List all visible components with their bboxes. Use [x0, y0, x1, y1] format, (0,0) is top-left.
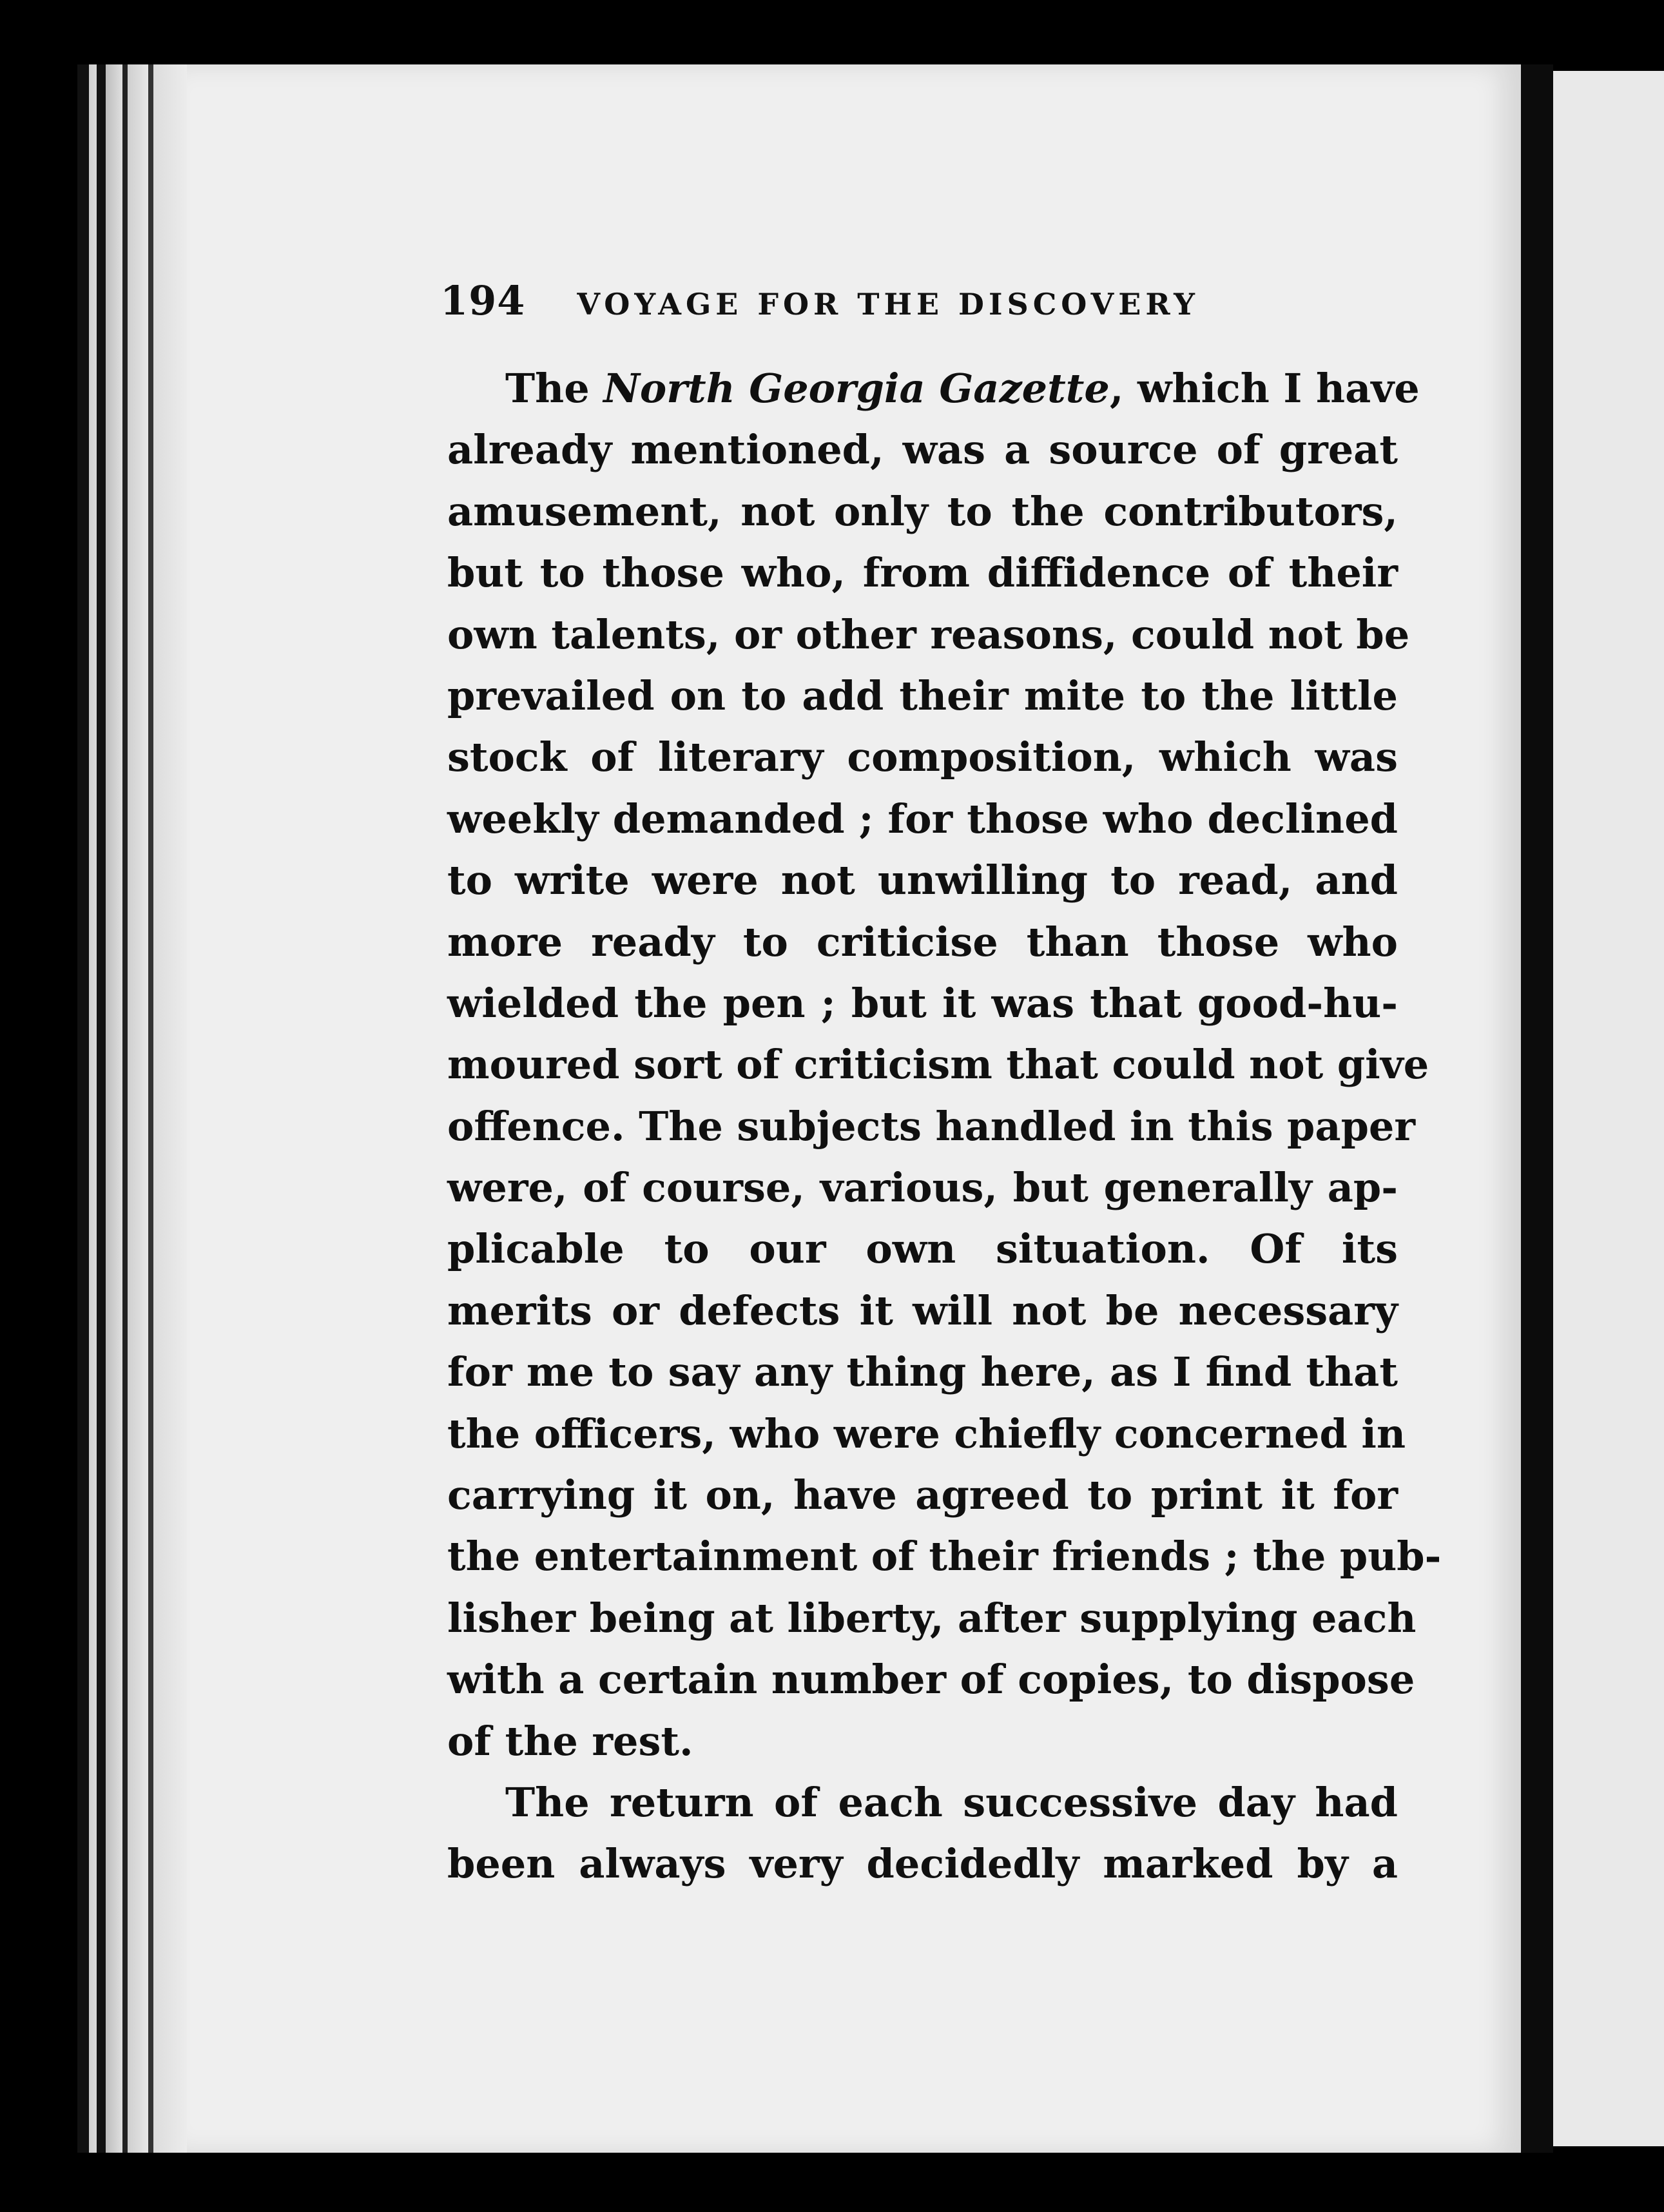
text-line: already mentioned, was a source of great	[447, 426, 1398, 474]
body-text	[447, 358, 1442, 1895]
text-line: more ready to criticise than those who	[447, 918, 1398, 965]
page-gutter	[1521, 64, 1553, 2153]
gazette-title: North Georgia Gazette	[603, 365, 1110, 412]
text-line: stock of literary composition, which was	[447, 733, 1398, 781]
text-line: prevailed on to add their mite to the little	[447, 672, 1398, 719]
text-line: moured sort of criticism that could not give	[447, 1041, 1429, 1089]
text-line: to write were not unwilling to read, and	[447, 857, 1398, 904]
text-line: but to those who, from diffidence of their	[447, 549, 1398, 597]
text-line: of the rest.	[447, 1717, 693, 1765]
text-line: lisher being at liberty, after supplying each	[447, 1594, 1417, 1642]
gazette-line: The North Georgia Gazette, which I have	[505, 365, 1420, 412]
paragraph-1	[447, 358, 1442, 1772]
text-line: wielded the pen ; but it was that good-hu-	[447, 979, 1398, 1027]
book-binding-edge	[77, 64, 187, 2153]
text-line	[447, 358, 1420, 419]
text-line: the entertainment of their friends ; the pub-	[447, 1533, 1442, 1580]
text-line: carrying it on, have agreed to print it for	[447, 1471, 1398, 1519]
text-line: with a certain number of copies, to dispose	[447, 1656, 1415, 1703]
text-line: amusement, not only to the contributors,	[447, 487, 1398, 535]
text-line: were, of course, various, but generally ap-	[447, 1164, 1398, 1212]
text-line: been always very decidedly marked by a	[447, 1840, 1398, 1888]
text-line: own talents, or other reasons, could not be	[447, 610, 1410, 658]
running-head	[440, 277, 1249, 342]
text-line: the officers, who were chiefly concerned in	[447, 1410, 1406, 1457]
text-line: weekly demanded ; for those who declined	[447, 795, 1398, 842]
text-line: for me to say any thing here, as I find that	[447, 1348, 1398, 1396]
page-number: 194	[440, 277, 526, 324]
running-title: VOYAGE FOR THE DISCOVERY	[577, 287, 1199, 322]
text-line: plicable to our own situation. Of its	[447, 1225, 1398, 1273]
paragraph-2	[447, 1772, 1398, 1895]
text-line: The return of each successive day had	[505, 1778, 1398, 1826]
text-line: offence. The subjects handled in this paper	[447, 1102, 1416, 1150]
text-line: merits or defects it will not be necessary	[447, 1286, 1398, 1334]
facing-page-edge	[1553, 71, 1664, 2146]
